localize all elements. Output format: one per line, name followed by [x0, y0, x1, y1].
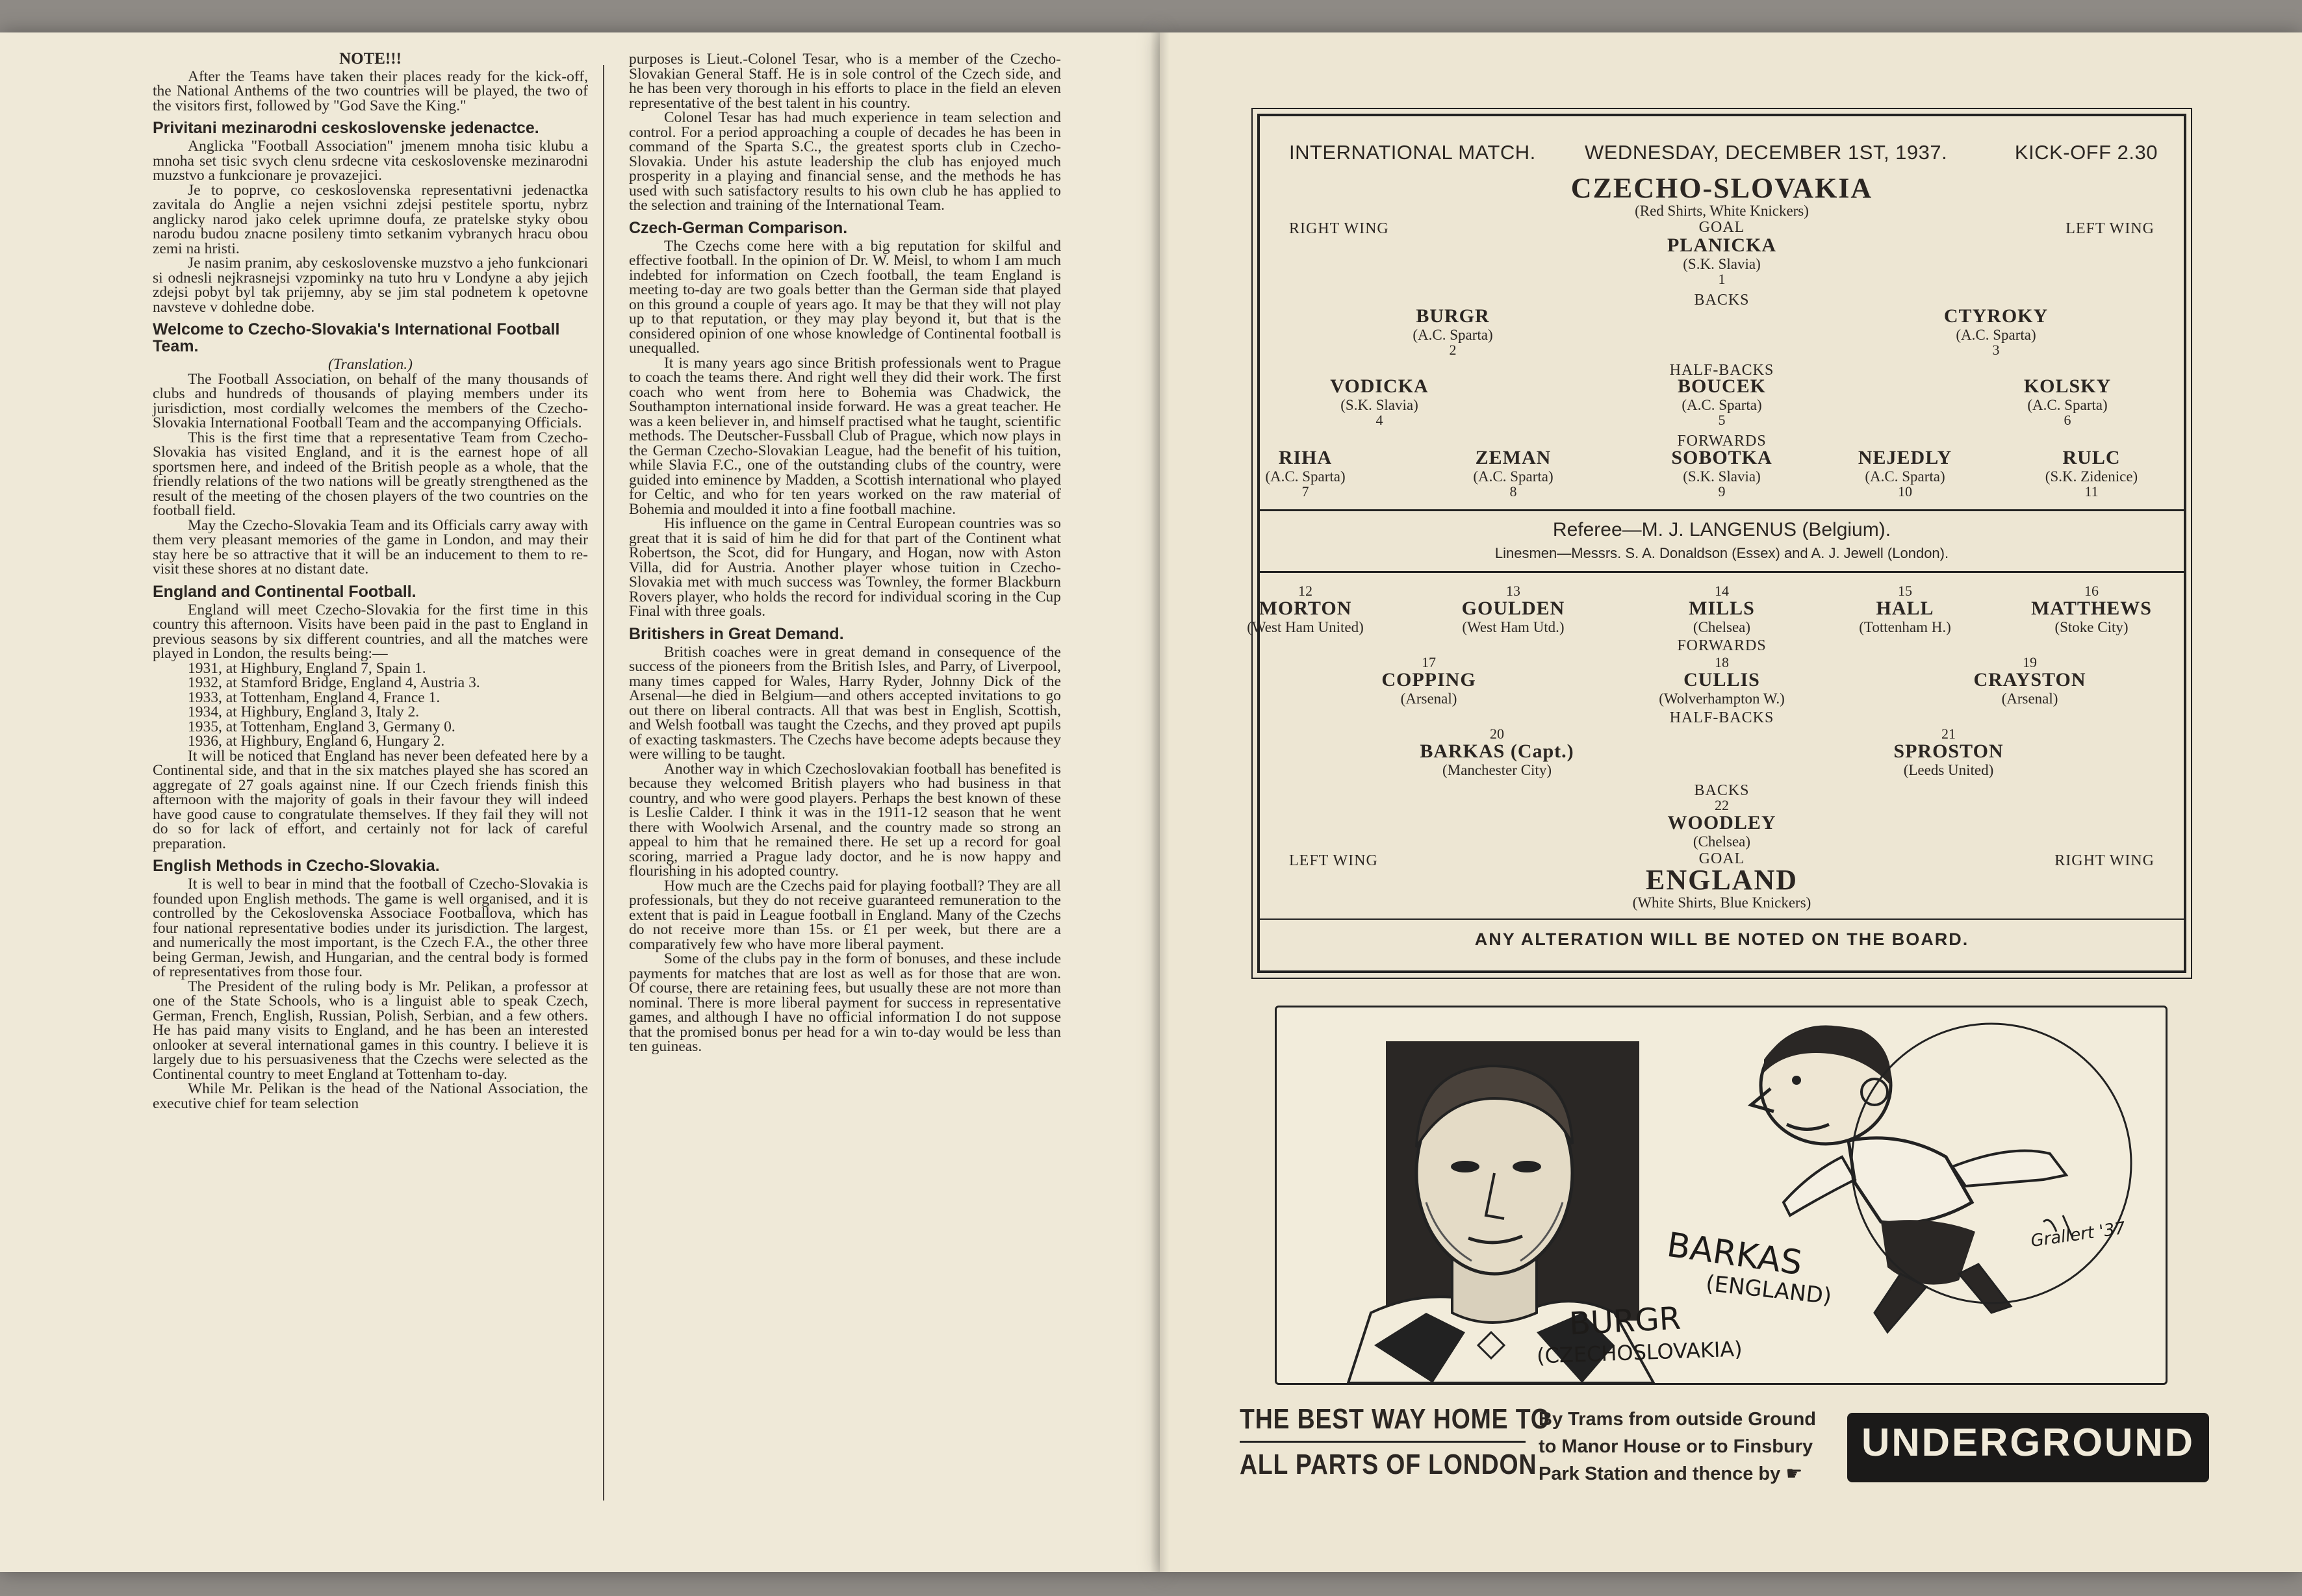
player-club: (West Ham Utd.) — [1462, 619, 1565, 635]
player-number: 15 — [1898, 583, 1912, 599]
player-number: 13 — [1506, 583, 1520, 599]
england-right-wing-label: RIGHT WING — [2054, 852, 2155, 869]
results-list-item: 1935, at Tottenham, England 3, Germany 0. — [188, 718, 455, 735]
caption-burgr: BURGR — [1568, 1300, 1682, 1343]
caption-barkas: BARKAS — [1664, 1225, 1805, 1284]
advert-detail-line: By Trams from outside Ground — [1539, 1409, 1816, 1430]
barkas-shirt — [1848, 1138, 1972, 1223]
player-name: VODICKA — [1330, 375, 1429, 397]
player-number: 22 — [1715, 797, 1729, 813]
player-number: 2 — [1449, 342, 1457, 358]
player-crayston — [1932, 655, 2127, 707]
welcome-heading: Welcome to Czecho-Slovakia's International Football Team. — [153, 320, 560, 355]
column-divider — [603, 65, 604, 1501]
paragraph: It will be noticed that England has never been defeated here by a Continental side, and that in the six matches played she has scored an aggregate of 27 goals against nine. If our Czech friends finish this afternoon with the majority of goals in their favour they will indeed have good cause to congratulate themselves. If they fail they will not do so for lack of effort, and certainly not for lack of careful preparation. — [153, 747, 588, 852]
britishers-heading: Britishers in Great Demand. — [629, 624, 844, 643]
divider — [1260, 509, 2184, 511]
player-woodley — [1624, 798, 1819, 850]
player-name: RULC — [2062, 447, 2121, 468]
paragraph: May the Czecho-Slovakia Team and its Officials carry away with them very pleasant memories of the game in London, and may their stay here be so attractive that it will be an inducement to them to re-visit these shores at no distant date. — [153, 516, 588, 577]
player-name: CTYROKY — [1943, 305, 2049, 327]
player-number: 14 — [1715, 583, 1729, 599]
player-club: (A.C. Sparta) — [1956, 327, 2036, 343]
player-name: MORTON — [1259, 598, 1352, 619]
england-left-wing-label: LEFT WING — [1289, 852, 1378, 869]
barkas-leg — [1959, 1264, 2011, 1313]
player-number: 5 — [1718, 412, 1726, 428]
player-club: (Wolverhampton W.) — [1659, 690, 1785, 707]
player-nejedly — [1808, 448, 2002, 499]
paragraph: England will meet Czecho-Slovakia for the first time in this country this afternoon. Visits have been paid in the past to England in previous seasons by six different countries, and all the matches were played in London, the results being:— — [153, 601, 588, 662]
advert-headline-2: ALL PARTS OF LONDON — [1240, 1449, 1537, 1480]
advert-headline-1: THE BEST WAY HOME TO — [1240, 1403, 1550, 1435]
player-number: 10 — [1898, 483, 1912, 500]
player-name: PLANICKA — [1667, 234, 1776, 256]
player-sobotka — [1624, 448, 1819, 499]
player-name: BOUCEK — [1677, 375, 1767, 397]
team-sheet — [1247, 114, 2186, 973]
player-number: 17 — [1422, 654, 1436, 670]
player-club: (A.C. Sparta) — [1682, 397, 1762, 413]
player-name: WOODLEY — [1667, 812, 1776, 833]
caricature-drawing — [1277, 1007, 2166, 1383]
player-number: 19 — [2023, 654, 2037, 670]
player-club: (Arsenal) — [1400, 690, 1457, 707]
czech-right-wing-label: RIGHT WING — [1289, 220, 1389, 237]
burgr-eye — [1451, 1161, 1479, 1172]
results-list-item: 1933, at Tottenham, England 4, France 1. — [188, 689, 441, 706]
match-date: WEDNESDAY, DECEMBER 1ST, 1937. — [1585, 141, 1948, 164]
player-name: MILLS — [1689, 598, 1755, 619]
underground-advert — [1240, 1397, 2208, 1494]
player-number: 20 — [1490, 726, 1504, 742]
player-club: (Chelsea) — [1693, 833, 1751, 850]
player-name: MATTHEWS — [2031, 598, 2152, 619]
paragraph: Some of the clubs pay in the form of bonuses, and these include payments for matches that are lost as well as for those that are won. Of course, there are retaining fees, but usually these are not more than nominal. There is more liberal payment for success in representative games, and although I have no official information I do not suppose that the promised bonus per head for a win to-day would be less than ten guineas. — [629, 950, 1061, 1055]
player-number: 7 — [1301, 483, 1309, 500]
player-club: (A.C. Sparta) — [1473, 468, 1554, 485]
player-club: (S.K. Slavia) — [1683, 256, 1761, 272]
caricature-panel — [1275, 1006, 2168, 1385]
paragraph: purposes is Lieut.-Colonel Tesar, who is a member of the Czecho-Slovakian General Staff. He is in sole control of the Czech side, and he has been very thorough in his efforts to place in the field an eleven representative of the best talent in his country. — [629, 51, 1061, 112]
half-backs-label: HALF-BACKS — [1669, 709, 1774, 726]
advert-detail-line: Park Station and thence by ☛ — [1539, 1463, 1803, 1484]
player-club: (A.C. Sparta) — [2027, 397, 2108, 413]
player-number: 21 — [1941, 726, 1956, 742]
paragraph: It is many years ago since British professionals went to Prague to coach the teams there. And right well they did their work. The first coach who went from here to Bohemia was Chadwick, the Southampton international inside forward. He was a great teacher. He was a keen believer in, and himself practised what he taught, scientific methods. The Deutscher-Fussball Club of Prague, which now plays in the German Czecho-Slovakian League, had the benefit of his tuition, while Slavia F.C., one of the outstanding clubs of the country, were guided into eminence by Madden, a Scottish international who played for Celtic, and who for ten years worked on the raw material of Bohemia and moulded it into a fine football machine. — [629, 354, 1061, 518]
player-number: 18 — [1715, 654, 1729, 670]
player-number: 3 — [1992, 342, 2000, 358]
paragraph: His influence on the game in Central European countries was so great that it is said of him he did for that part of the Continent what Robertson, the Scot, did for Hungary, and Hogan, now with Aston Villa, did for Austria. Another player whose tuition in Czecho-Slovakia met with much success was Townley, the former Blackburn Rovers player, who holds the record for individual scoring in the Cup Final with three goals. — [629, 515, 1061, 620]
player-matthews — [1994, 584, 2189, 635]
translation-note: (Translation.) — [328, 356, 413, 373]
player-cullis — [1624, 655, 1819, 707]
player-name: CRAYSTON — [1973, 669, 2086, 690]
advert-detail-line: to Manor House or to Finsbury — [1539, 1436, 1813, 1457]
results-list-item: 1936, at Highbury, England 6, Hungary 2. — [188, 733, 445, 750]
paragraph: How much are the Czechs paid for playing football? They are all professionals, but they do not receive guaranteed remuneration to the extent that is paid in League football in England. Many of the Czechs do not receive more than 15s. or £1 per week, but there are a comparatively few who have more liberal payment. — [629, 877, 1061, 953]
england-continental-heading: England and Continental Football. — [153, 582, 416, 601]
caption-czechoslovakia: (CZECHOSLOVAKIA) — [1536, 1336, 1743, 1369]
barkas-arm — [1952, 1151, 2066, 1187]
player-club: (West Ham United) — [1247, 619, 1364, 635]
player-number: 12 — [1298, 583, 1312, 599]
player-number: 4 — [1375, 412, 1383, 428]
underground-logo: UNDERGROUND — [1847, 1413, 2209, 1482]
player-club: (S.K. Slavia) — [1340, 397, 1418, 413]
paragraph: Je nasim pranim, aby ceskoslovenske muzstvo a jeho funkcionari si odnesli nejkrasnejsi vzpominky na tuto hru v Londyne a aby jejich zdejsi pobyt byl tak prijemny, aby se jim stal podnetem k opetovne navsteve v dohledne dobe. — [153, 255, 588, 316]
barkas-arm — [1784, 1157, 1855, 1215]
england-kit: (White Shirts, Blue Knickers) — [1632, 894, 1811, 911]
player-number: 8 — [1509, 483, 1517, 500]
player-name: HALL — [1876, 598, 1934, 619]
paragraph: Colonel Tesar has had much experience in team selection and control. For a period approaching a couple of decades he has been in command of the Sparta S.C., the greatest sports club in Czecho-Slovakia. Under his astute leadership the club has enjoyed much prosperity in a playing and financial sense, and the methods he has used with such satisfactory results to his own club he has applied to the selection and training of the International Team. — [629, 109, 1061, 214]
player-club: (A.C. Sparta) — [1413, 327, 1493, 343]
goal-label: GOAL — [1698, 219, 1745, 236]
czech-welcome-heading: Privitani mezinarodni ceskoslovenske jedenactce. — [153, 119, 539, 137]
results-list-item: 1934, at Highbury, England 3, Italy 2. — [188, 703, 420, 720]
forwards-label: FORWARDS — [1677, 433, 1767, 450]
kickoff-time: KICK-OFF 2.30 — [2014, 141, 2158, 164]
paragraph: It is well to bear in mind that the football of Czecho-Slovakia is founded upon English methods. The game is well organised, and it is controlled by the Cekoslovenska Associace Footballova, which has four national representative bodies under its jurisdiction. The largest, and numerically the most important, is the Czech F.A., the other three being German, Jewish, and Hungarian, and the central body is formed of representatives from those four. — [153, 876, 588, 980]
player-number: 16 — [2084, 583, 2099, 599]
player-number: 6 — [2064, 412, 2071, 428]
backs-label: BACKS — [1694, 782, 1750, 799]
player-planicka — [1624, 235, 1819, 286]
paragraph: This is the first time that a representative Team from Czecho-Slovakia has visited England, and it is the earnest hope of all sportsmen here, and indeed of the British people as a whole, that the friendly relations of the two nations will be greatly strengthened as the result of the meeting of the chosen players of the two countries on the football field. — [153, 429, 588, 519]
player-club: (Tottenham H.) — [1859, 619, 1951, 635]
player-riha — [1208, 448, 1403, 499]
player-number: 1 — [1718, 271, 1726, 287]
divider — [1260, 918, 2184, 920]
czech-team-title: CZECHO-SLOVAKIA — [1570, 172, 1873, 204]
paragraph: British coaches were in great demand in consequence of the success of the pioneers from the British Isles, and Parry, of Liverpool, many times capped for Wales, Harry Ryder, Johnny Dick of the Arsenal—he died in Belgium—and others accepted invitations to go out there on liberal contracts. All that was best in English, Scottish, and Welsh football was taught the Czechs, and they proved apt pupils of exacting taskmasters. The Czechs have become adepts because they were willing to be taught. — [629, 643, 1061, 763]
player-mills — [1624, 584, 1819, 635]
player-name: SPROSTON — [1893, 741, 2004, 762]
divider — [1260, 571, 2184, 573]
match-label: INTERNATIONAL MATCH. — [1289, 141, 1536, 164]
paragraph: While Mr. Pelikan is the head of the National Association, the executive chief for team selection — [153, 1080, 588, 1112]
player-club: (A.C. Sparta) — [1865, 468, 1945, 485]
player-vodicka — [1282, 376, 1477, 427]
note-title: NOTE!!! — [339, 50, 402, 68]
player-name: ZEMAN — [1475, 447, 1552, 468]
player-burgr — [1355, 306, 1550, 357]
player-name: CULLIS — [1683, 669, 1760, 690]
player-name: COPPING — [1381, 669, 1476, 690]
half-backs-label: HALF-BACKS — [1669, 362, 1774, 379]
player-hall — [1808, 584, 2002, 635]
barkas-eye — [1792, 1076, 1801, 1085]
note-text: After the Teams have taken their places ready for the kick-off, the National Anthems of the two countries will be played, the two of the visitors first, followed by "God Save the King." — [153, 68, 588, 114]
paragraph: Another way in which Czechoslovakian football has benefited is because they welcomed British players who had business in that country, and who were good players. Perhaps the best known of these is Leslie Calder. I think it was in the 1911-12 season that he went there with Woolwich Arsenal, and the country made so strong an appeal to him that he remained there. He set up a record for goal scoring, married a Prague lady doctor, and he is now happy and flourishing in his adopted country. — [629, 760, 1061, 880]
player-club: (Chelsea) — [1693, 619, 1751, 635]
player-name: RIHA — [1278, 447, 1333, 468]
player-zeman — [1416, 448, 1611, 499]
backs-label: BACKS — [1694, 292, 1750, 309]
england-team-title: ENGLAND — [1645, 864, 1798, 896]
referee: Referee—M. J. LANGENUS (Belgium). — [1552, 519, 1891, 540]
czech-german-heading: Czech-German Comparison. — [629, 218, 848, 237]
paragraph: Je to poprve, co ceskoslovenska representativni jedenactka zavitala do Anglie a nejen vsichni zdejsi pestitele sportu, nybrz anglicky narod jako celek uprimne doufa, ze pratelske styky obou narodu budou znacne posileny timto setkanim vybranych hracu obou zemi na hristi. — [153, 181, 588, 257]
player-number: 11 — [2084, 483, 2099, 500]
player-club: (Leeds United) — [1903, 762, 1994, 778]
advert-rule — [1240, 1441, 1526, 1443]
article-column-2 — [629, 52, 1061, 1054]
english-methods-heading: English Methods in Czecho-Slovakia. — [153, 857, 440, 875]
player-club: (S.K. Slavia) — [1683, 468, 1761, 485]
player-club: (Manchester City) — [1442, 762, 1552, 778]
paragraph: Anglicka "Football Association" jmenem mnoha tisic klubu a mnoha set tisic svych clenu srdecne vita ceskoslovenske mezinarodni muzstvo a funkcionare je provazejici. — [153, 138, 588, 184]
player-ctyroky — [1899, 306, 2093, 357]
goal-label: GOAL — [1698, 850, 1745, 867]
czech-kit: (Red Shirts, White Knickers) — [1635, 203, 1809, 219]
alteration-notice: ANY ALTERATION WILL BE NOTED ON THE BOARD. — [1474, 930, 1969, 949]
player-club: (Stoke City) — [2054, 619, 2129, 635]
player-name: BARKAS (Capt.) — [1420, 741, 1574, 762]
player-morton — [1208, 584, 1403, 635]
results-list-item: 1932, at Stamford Bridge, England 4, Austria 3. — [188, 674, 480, 691]
player-number: 9 — [1718, 483, 1726, 500]
player-kolsky — [1970, 376, 2165, 427]
paragraph: The Football Association, on behalf of the many thousands of clubs and hundreds of thousands of playing members under its jurisdiction, most cordially welcomes the members of the Czecho-Slovakia International Football Team and the accompanying Officials. — [153, 370, 588, 431]
player-sproston — [1851, 727, 2046, 778]
page-fold — [1150, 32, 1170, 1572]
linesmen: Linesmen—Messrs. S. A. Donaldson (Essex) and A. J. Jewell (London). — [1494, 545, 1949, 561]
player-name: SOBOTKA — [1671, 447, 1772, 468]
forwards-label: FORWARDS — [1677, 637, 1767, 654]
player-rulc — [1994, 448, 2189, 499]
player-name: KOLSKY — [2023, 375, 2112, 397]
player-name: BURGR — [1416, 305, 1490, 327]
burgr-eye — [1513, 1161, 1541, 1172]
article-column-1 — [153, 52, 588, 1111]
player-goulden — [1416, 584, 1611, 635]
artist-signature: Grallert '37 — [2029, 1218, 2127, 1252]
player-name: NEJEDLY — [1858, 447, 1952, 468]
player-boucek — [1624, 376, 1819, 427]
results-list-item: 1931, at Highbury, England 7, Spain 1. — [188, 659, 426, 677]
czech-left-wing-label: LEFT WING — [2065, 220, 2155, 237]
player-club: (Arsenal) — [2001, 690, 2058, 707]
paragraph: The Czechs come here with a big reputation for skilful and effective football. In the opinion of Dr. W. Meisl, to whom I am much indebted for information on Czech football, the team England is meeting to-day are two goals better than the German side that played on this ground a couple of years ago. It may be that they will not play up to that reputation, or they may play beyond it, but that is the considered opinion of one whose knowledge of Continental football is unequalled. — [629, 237, 1061, 357]
player-club: (A.C. Sparta) — [1265, 468, 1346, 485]
player-club: (S.K. Zidenice) — [2045, 468, 2138, 485]
player-copping — [1331, 655, 1526, 707]
advert-details — [1539, 1406, 1816, 1488]
player-barkas — [1400, 727, 1594, 778]
paragraph: The President of the ruling body is Mr. Pelikan, a professor at one of the State Schools, who is a linguist able to speak Czech, German, French, English, Russian, Polish, Serbian, and a few others. He has paid many visits to England, and he has been an interested onlooker at several international games in this country. I believe it is largely due to his persuasiveness that the Czechs were selected as the Continental country to meet England at Tottenham to-day. — [153, 978, 588, 1083]
player-name: GOULDEN — [1461, 598, 1565, 619]
caption-england: (ENGLAND) — [1704, 1270, 1833, 1310]
